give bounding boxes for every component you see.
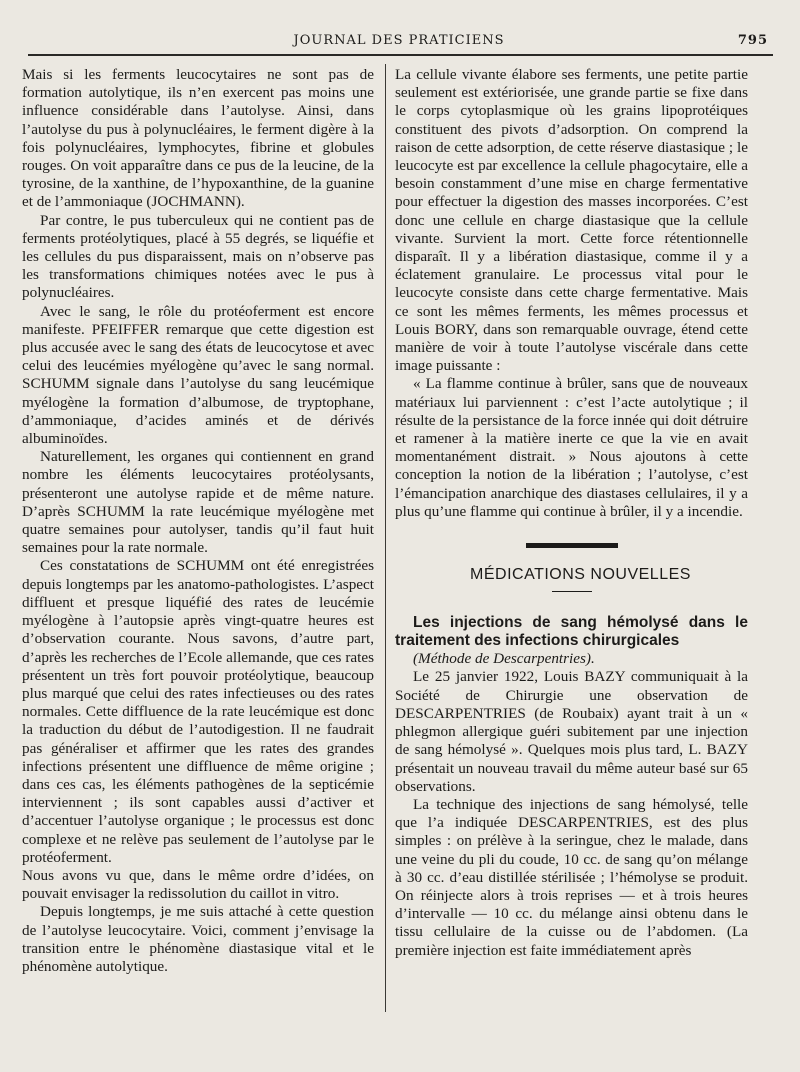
paragraph: Mais si les ferments leucocytaires ne sont pas de formation autolytique, ils n’en exercent pas moins une influence considérable dans l’autolyse. Ainsi, dans l’autolyse du pus à polynucléaires, le ferment digère à la fois polynucléaires, lymphocytes, fibrine et globules rouges. On voit apparaître dans ce pus de la leucine, de la tyrosine, de la xanthine, de l’hypoxanthine, de la guanine et de l’ammoniaque (JOCHMANN). [22, 66, 374, 211]
paragraph: Naturellement, les organes qui contiennent en grand nombre les éléments leucocytaires protéolysants, présenteront une autolyse rapide et de même nature. D’après SCHUMM la rate leucémique myélogène met quatre semaines pour autolyser, tandis qu’il faut huit semaines pour la rate normale. [22, 448, 374, 557]
section-title: MÉDICATIONS NOUVELLES [470, 566, 691, 584]
page-number: 795 [737, 33, 768, 48]
paragraph: Le 25 janvier 1922, Louis BAZY communiquait à la Société de Chirurgie une observation de DESCARPENTRIES (de Roubaix) ayant trait à un « phlegmon allergique guéri subitement par une injection de sang hémolysé ». Quelques mois plus tard, L. BAZY présentait un nouveau travail du même auteur basé sur 65 observations. [395, 668, 748, 795]
running-header [30, 33, 768, 53]
paragraph: Ces constatations de SCHUMM ont été enregistrées depuis longtemps par les anatomo-pathologistes. L’aspect diffluent et presque liquéfié des rates de leucémie myélogène à l’autopsie après vingt-quatre heures est d’observation courante. Nous savons, d’autre part, d’après les recherches de l’Ecole allemande, que ces rates présentent un très fort pouvoir protéolytique, beaucoup plus marqué que celui des rates infectieuses ou des rates normales. Cette diffluence de la rate leucémique est donc la traduction du début de l’autodigestion. Il ne faudrait pas généraliser et affirmer que les rates des grandes infections présentent une diffluence de même origine ; dans ces cas, les éléments pathogènes de la septicémie interviennent ; ils sont capables aussi d’activer et d’accentuer l’autolyse organique ; le processus est donc complexe et ne relève pas seulement de l’autolyse par le protéoferment. [22, 557, 374, 866]
section-ornament [526, 543, 618, 548]
paragraph: Nous avons vu que, dans le même ordre d’idées, on pouvait envisager la redissolution du caillot in vitro. [22, 866, 374, 903]
section-rule [552, 591, 592, 592]
paragraph: Avec le sang, le rôle du protéoferment est encore manifeste. PFEIFFER remarque que cette digestion est plus accusée avec le sang des états de leucocytose et avec celui des leucémies myélogène qu’avec le sang normal. SCHUMM signale dans l’autolyse du sang leucémique myélogène la formation d’albumose, de tryptophane, d’ammoniaque, d’acides aminés et de dérivés albuminoïdes. [22, 302, 374, 448]
article-subtitle-text: (Méthode de Descarpentries). [413, 650, 595, 668]
left-column [22, 66, 374, 1006]
paragraph: Depuis longtemps, je me suis attaché à cette question de l’autolyse leucocytaire. Voici, comment j’envisage la transition entre le phénomène diastasique vital et le phénomène autolytique. [22, 903, 374, 975]
column-divider [385, 64, 386, 1012]
article-title: Les injections de sang hémolysé dans le traitement des infections chirurgicales [395, 614, 748, 650]
article-subtitle [395, 650, 748, 668]
paragraph: Par contre, le pus tuberculeux qui ne contient pas de ferments protéolytiques, placé à 55 degrés, se liquéfie et les cellules du pus disparaissent, mais on n’observe pas les transformations chimiques notées avec le pus à polynucléaires. [22, 211, 374, 302]
paragraph: La technique des injections de sang hémolysé, telle que l’a indiquée DESCARPENTRIES, est des plus simples : on prélève à la seringue, chez le malade, dans une veine du pli du coude, 10 cc. de sang qu’on mélange à 30 cc. d’eau distillée stérilisée ; l’hémolyse se produit. On réinjecte alors à trois reprises — et à trois heures d’intervalle — 10 cc. du mélange ainsi obtenu dans le tissu cellulaire de la cuisse ou de l’abdomen. (La première injection est faite immédiatement après [395, 795, 748, 959]
journal-title: JOURNAL DES PRATICIENS [293, 33, 505, 48]
header-rule [28, 54, 773, 56]
paragraph: « La flamme continue à brûler, sans que de nouveaux matériaux lui parviennent : c’est l’acte autolytique ; il résulte de la persistance de la force innée qui doit détruire et ramener à la matière inerte ce que la vie en avait momentanément distrait. » Nous ajoutons à cette conception la notion de la libération ; l’autolyse, c’est l’émancipation anarchique des diastases cellulaires, il y a plus qu’une flamme qui continue à brûler, il y a incendie. [395, 375, 748, 520]
paragraph: La cellule vivante élabore ses ferments, une petite partie seulement est extériorisée, une grande partie se fixe dans le corps cytoplasmique où les grains lipoprotéiques constituent des pivots d’adsorption. On comprend la raison de cette adsorption, de cette réserve diastasique ; le leucocyte est par excellence la cellule phagocytaire, elle a besoin constamment d’une mise en charge fermentative pour effectuer la digestion des masses incorporées. C’est donc une cellule en charge diastasique que la cellule vivante. Survient la mort. Cette force rétentionnelle disparaît. Il y a libération diastasique, comme il y a éclatement granulaire. Le processus vital pour le leucocyte consiste dans cette charge fermentative. Mais ce sont les mêmes ferments, les mêmes processus et Louis BORY, dans son remarquable ouvrage, étend cette manière de voir à toute l’autolyse viscérale dans cette image puissante : [395, 66, 748, 375]
right-column [395, 66, 748, 1006]
